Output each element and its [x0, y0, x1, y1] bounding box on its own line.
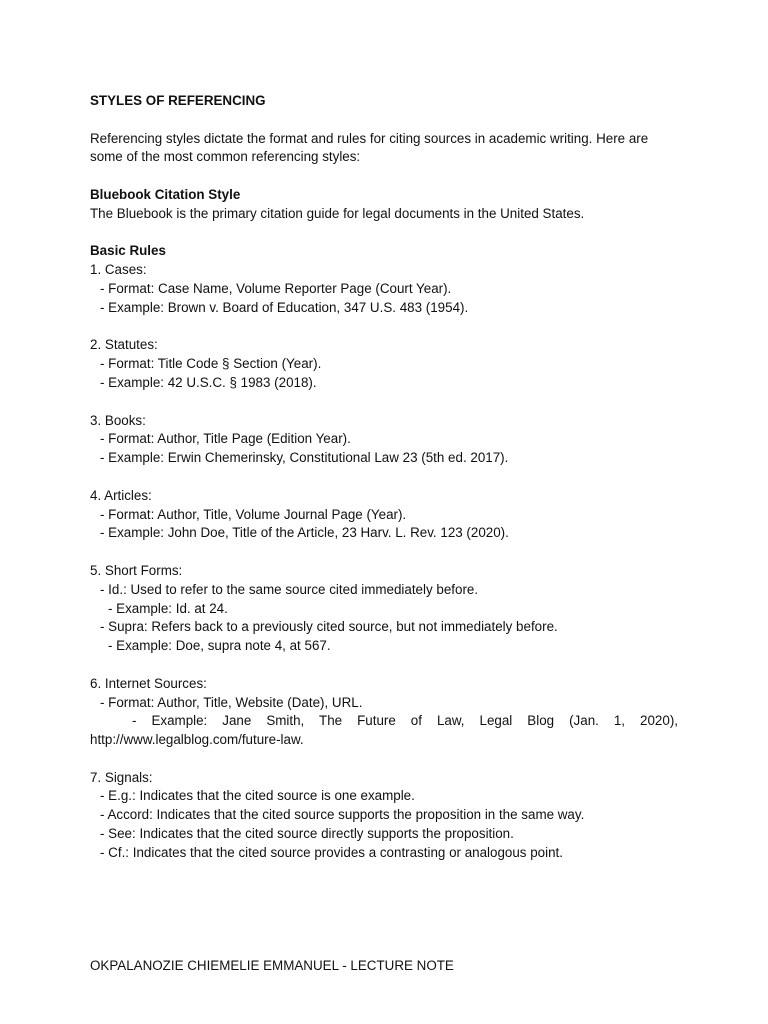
rule-line: - Cf.: Indicates that the cited source provides a contrasting or analogous point. [100, 844, 563, 860]
section-heading: Bluebook Citation Style [90, 186, 241, 202]
rule-line: - Example: Id. at 24. [108, 600, 228, 616]
rule-line: - Example: 42 U.S.C. § 1983 (2018). [100, 374, 317, 390]
rule-line: - See: Indicates that the cited source directly supports the proposition. [100, 826, 514, 842]
rules-heading: Basic Rules [90, 243, 166, 259]
rule-line: - Format: Title Code § Section (Year). [100, 356, 322, 372]
rule-line: - Format: Case Name, Volume Reporter Page (Court Year). [100, 280, 452, 296]
rule-line: - Id.: Used to refer to the same source cited immediately before. [100, 581, 479, 597]
rule-heading-internet-sources: 6. Internet Sources: [90, 675, 207, 691]
rule-heading-articles: 4. Articles: [90, 487, 152, 503]
rule-line: - Example: Erwin Chemerinsky, Constitutional Law 23 (5th ed. 2017). [100, 450, 509, 466]
rule-line: - Example: John Doe, Title of the Article, 23 Harv. L. Rev. 123 (2020). [100, 525, 509, 541]
rule-line: - Supra: Refers back to a previously cited source, but not immediately before. [100, 619, 558, 635]
rule-heading-cases: 1. Cases: [90, 262, 147, 278]
document-page [90, 92, 678, 863]
rule-line-url: http://www.legalblog.com/future-law. [90, 732, 304, 748]
rule-heading-statutes: 2. Statutes: [90, 337, 158, 353]
page-footer: OKPALANOZIE CHIEMELIE EMMANUEL - LECTURE NOTE [90, 958, 454, 973]
rule-heading-books: 3. Books: [90, 412, 146, 428]
rule-line: - Format: Author, Title, Website (Date), URL. [100, 694, 363, 710]
rule-line: - Format: Author, Title Page (Edition Year). [100, 431, 351, 447]
rule-line: - Format: Author, Title, Volume Journal Page (Year). [100, 506, 407, 522]
rule-line: - Accord: Indicates that the cited source supports the proposition in the same way. [100, 807, 585, 823]
intro-line-1: Referencing styles dictate the format and rules for citing sources in academic writing. Here are [90, 130, 649, 146]
section-description: The Bluebook is the primary citation guide for legal documents in the United States. [90, 205, 585, 221]
rule-line: - Example: Brown v. Board of Education, 347 U.S. 483 (1954). [100, 299, 469, 315]
intro-line-2: some of the most common referencing styles: [90, 149, 361, 165]
document-title: STYLES OF REFERENCING [90, 93, 266, 108]
rule-line: - E.g.: Indicates that the cited source is one example. [100, 788, 415, 804]
rule-heading-signals: 7. Signals: [90, 769, 153, 785]
rule-heading-short-forms: 5. Short Forms: [90, 562, 183, 578]
rule-line: - Example: Doe, supra note 4, at 567. [108, 638, 331, 654]
rule-line-justified: - Example: Jane Smith, The Future of Law, Legal Blog (Jan. 1, 2020), [132, 713, 678, 729]
